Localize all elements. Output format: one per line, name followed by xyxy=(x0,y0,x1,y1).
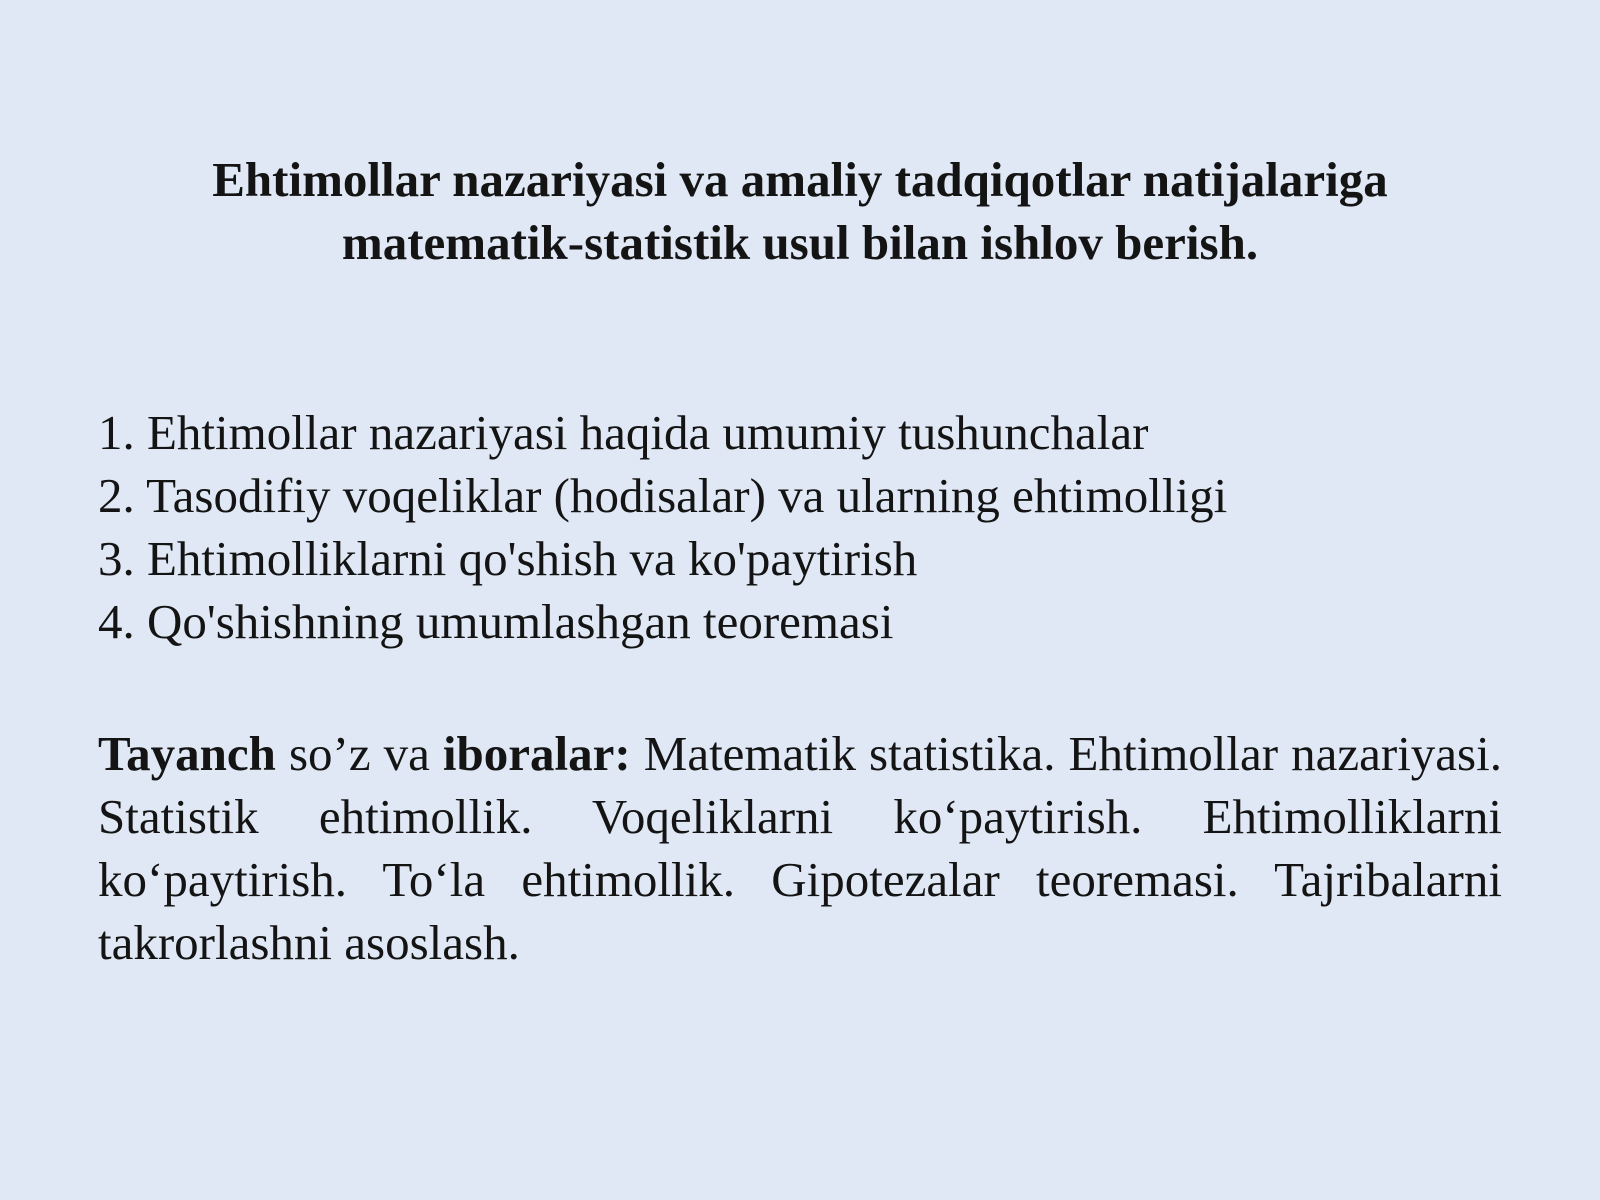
keywords-text: Matematik statistika. Ehtimollar nazariyasi. Statistik ehtimollik. Voqeliklarni ko‘paytirish. Ehtimolliklarni ko‘paytirish. To‘la ehtimollik. Gipotezalar teoremasi. Tajribalarni takrorlashni asoslash. xyxy=(98,726,1502,970)
topic-item: 3. Ehtimolliklarni qo'shish va ko'paytirish xyxy=(98,531,918,586)
keywords-label-word1: Tayanch xyxy=(98,726,276,781)
topic-list xyxy=(98,401,1502,653)
topic-item: 2. Tasodifiy voqeliklar (hodisalar) va ularning ehtimolligi xyxy=(98,468,1228,523)
keywords-label-middle: so’z va xyxy=(275,726,443,781)
keywords-label-word2: iboralar: xyxy=(442,726,631,781)
title-line-2: matematik-statistik usul bilan ishlov berish. xyxy=(341,215,1259,270)
title-line-1: Ehtimollar nazariyasi va amaliy tadqiqotlar natijalariga xyxy=(212,152,1388,207)
topic-item: 1. Ehtimollar nazariyasi haqida umumiy tushunchalar xyxy=(98,405,1149,460)
keywords-paragraph xyxy=(98,722,1502,974)
page-title xyxy=(98,148,1502,274)
topic-item: 4. Qo'shishning umumlashgan teoremasi xyxy=(98,594,894,649)
